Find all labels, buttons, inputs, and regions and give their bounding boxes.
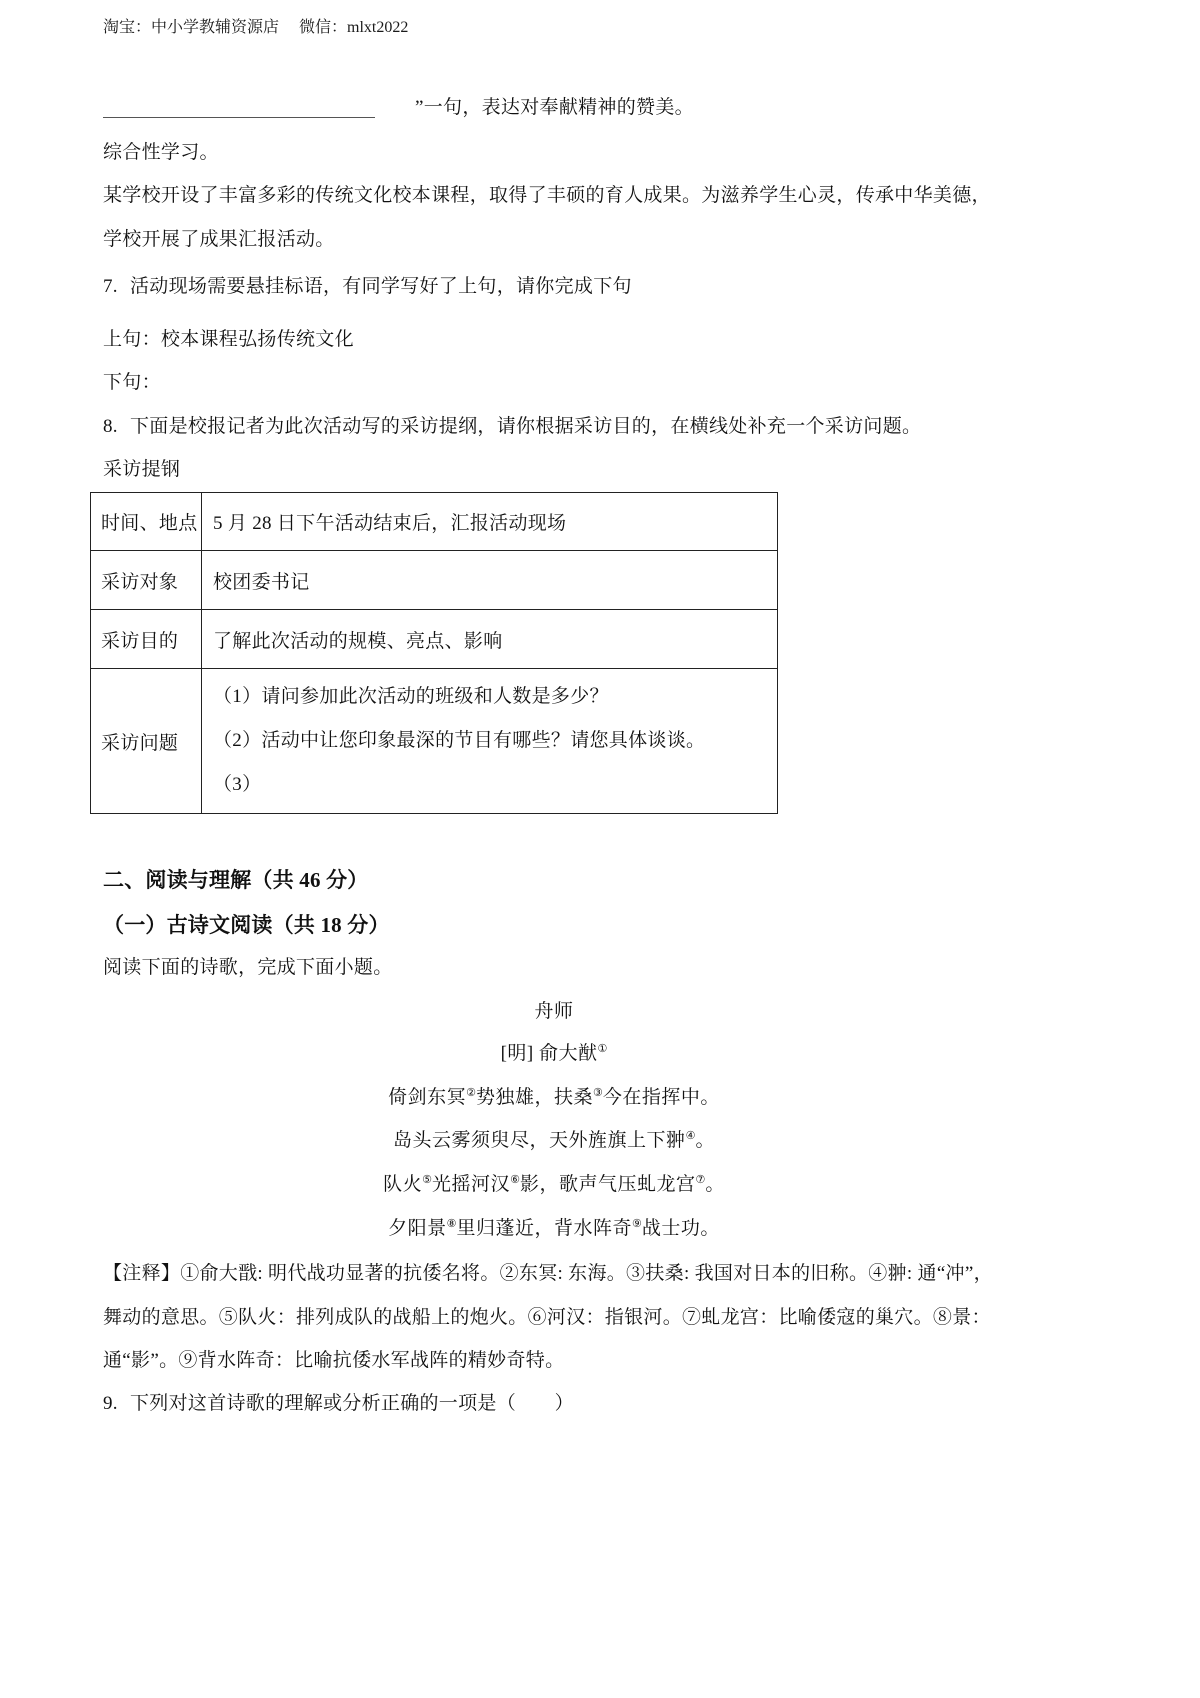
footnote-marker: ④ [685,1130,696,1142]
poem-text: 里归蓬近，背水阵奇 [456,1218,632,1239]
footnote-marker: ③ [593,1087,603,1099]
poem-text: 。 [705,1174,725,1195]
outline-title: 采访提钢 [103,459,181,480]
answer-blank-line [103,117,375,118]
lower-couplet: 下句： [103,372,161,393]
table-row-label: 采访对象 [91,551,202,610]
interview-question: （2）活动中让您印象最深的节目有哪些？请您具体谈谈。 [213,730,706,751]
footnote-marker: ① [597,1043,608,1055]
footnote-marker: ⑥ [510,1174,520,1186]
question-text: 下列对这首诗歌的理解或分析正确的一项是（ ） [130,1393,574,1414]
header-shop-text: 淘宝：中小学教辅资源店 [103,19,280,36]
reading-instruction: 阅读下面的诗歌，完成下面小题。 [103,957,393,978]
poem-title: 舟师 [534,1001,574,1022]
poem-line [200,1119,908,1163]
table-row [91,551,778,610]
poem-text: 队火 [383,1174,423,1195]
poem-text: 。 [695,1130,715,1151]
interview-outline-table [90,492,778,814]
intro-paragraph-line: 某学校开设了丰富多彩的传统文化校本课程，取得了丰硕的育人成果。为滋养学生心灵，传承中华美德， [103,185,991,206]
poem-line [200,1076,908,1120]
poem-line [200,1163,908,1207]
table-row [91,610,778,669]
table-row [91,669,778,814]
question-text: 下面是校报记者为此次活动写的采访提纲，请你根据采访目的，在横线处补充一个采访问题。 [130,416,922,437]
poem-text: 倚剑东冥 [388,1087,467,1108]
upper-couplet: 上句：校本课程弘扬传统文化 [103,329,354,350]
interview-questions-cell [202,669,778,814]
poem-text: 岛头云雾须臾尽，天外旌旗上下翀 [393,1130,686,1151]
table-row [91,493,778,551]
question-7 [103,265,632,309]
page-header [103,16,408,40]
question-8 [103,405,921,449]
question-number: 9. [103,1393,118,1414]
footnote-marker: ⑨ [632,1218,642,1230]
intro-paragraph-line: 学校开展了成果汇报活动。 [103,229,335,250]
annotation-line: 【注释】①俞大戬: 明代战功显著的抗倭名将。②东冥: 东海。③扶桑: 我国对日本的旧称。④翀: 通“冲”， [103,1263,993,1284]
question-number: 7. [103,276,118,297]
poem-line [200,1207,908,1251]
question-text: 活动现场需要悬挂标语，有同学写好了上句，请你完成下句 [130,276,632,297]
question-9 [103,1382,574,1426]
interview-question: （1）请问参加此次活动的班级和人数是多少？ [213,686,609,707]
poem-text: 今在指挥中。 [602,1087,720,1108]
footnote-marker: ⑤ [422,1174,433,1186]
question-number: 8. [103,416,118,437]
blank-tail-text: ”一句，表达对奉献精神的赞美。 [415,97,694,118]
poem-author [200,1032,908,1076]
table-row-label: 采访问题 [91,669,202,814]
poem-text: 战士功。 [641,1218,720,1239]
annotation-line: 通“影”。⑨背水阵奇：比喻抗倭水军战阵的精妙奇特。 [103,1350,565,1371]
poem-text: 影，歌声气压虬龙宫 [519,1174,696,1195]
part-title: 二、阅读与理解（共 46 分） [103,868,369,892]
header-wechat-text: 微信：mlxt2022 [299,19,409,36]
table-row-value: 校团委书记 [202,551,778,610]
poem-text: 夕阳景 [388,1218,447,1239]
poem-text: 光摇河汉 [432,1174,511,1195]
footnote-marker: ⑦ [695,1174,706,1186]
footnote-marker: ⑧ [446,1218,457,1230]
section-heading: 综合性学习。 [103,142,219,163]
interview-question: （3） [213,774,262,795]
table-row-value: 了解此次活动的规模、亮点、影响 [202,610,778,669]
annotation-line: 舞动的意思。⑤队火：排列成队的战船上的炮火。⑥河汉：指银河。⑦虬龙宫：比喻倭寇的巢穴。⑧景： [103,1307,991,1328]
table-row-label: 采访目的 [91,610,202,669]
table-row-label: 时间、地点 [91,493,202,551]
subsection-title: （一）古诗文阅读（共 18 分） [103,913,390,937]
poem-text: 势独雄，扶桑 [475,1087,593,1108]
footnote-marker: ② [466,1087,476,1099]
table-row-value: 5 月 28 日下午活动结束后，汇报活动现场 [202,493,778,551]
poem-text: [明] 俞大猷 [500,1043,598,1064]
